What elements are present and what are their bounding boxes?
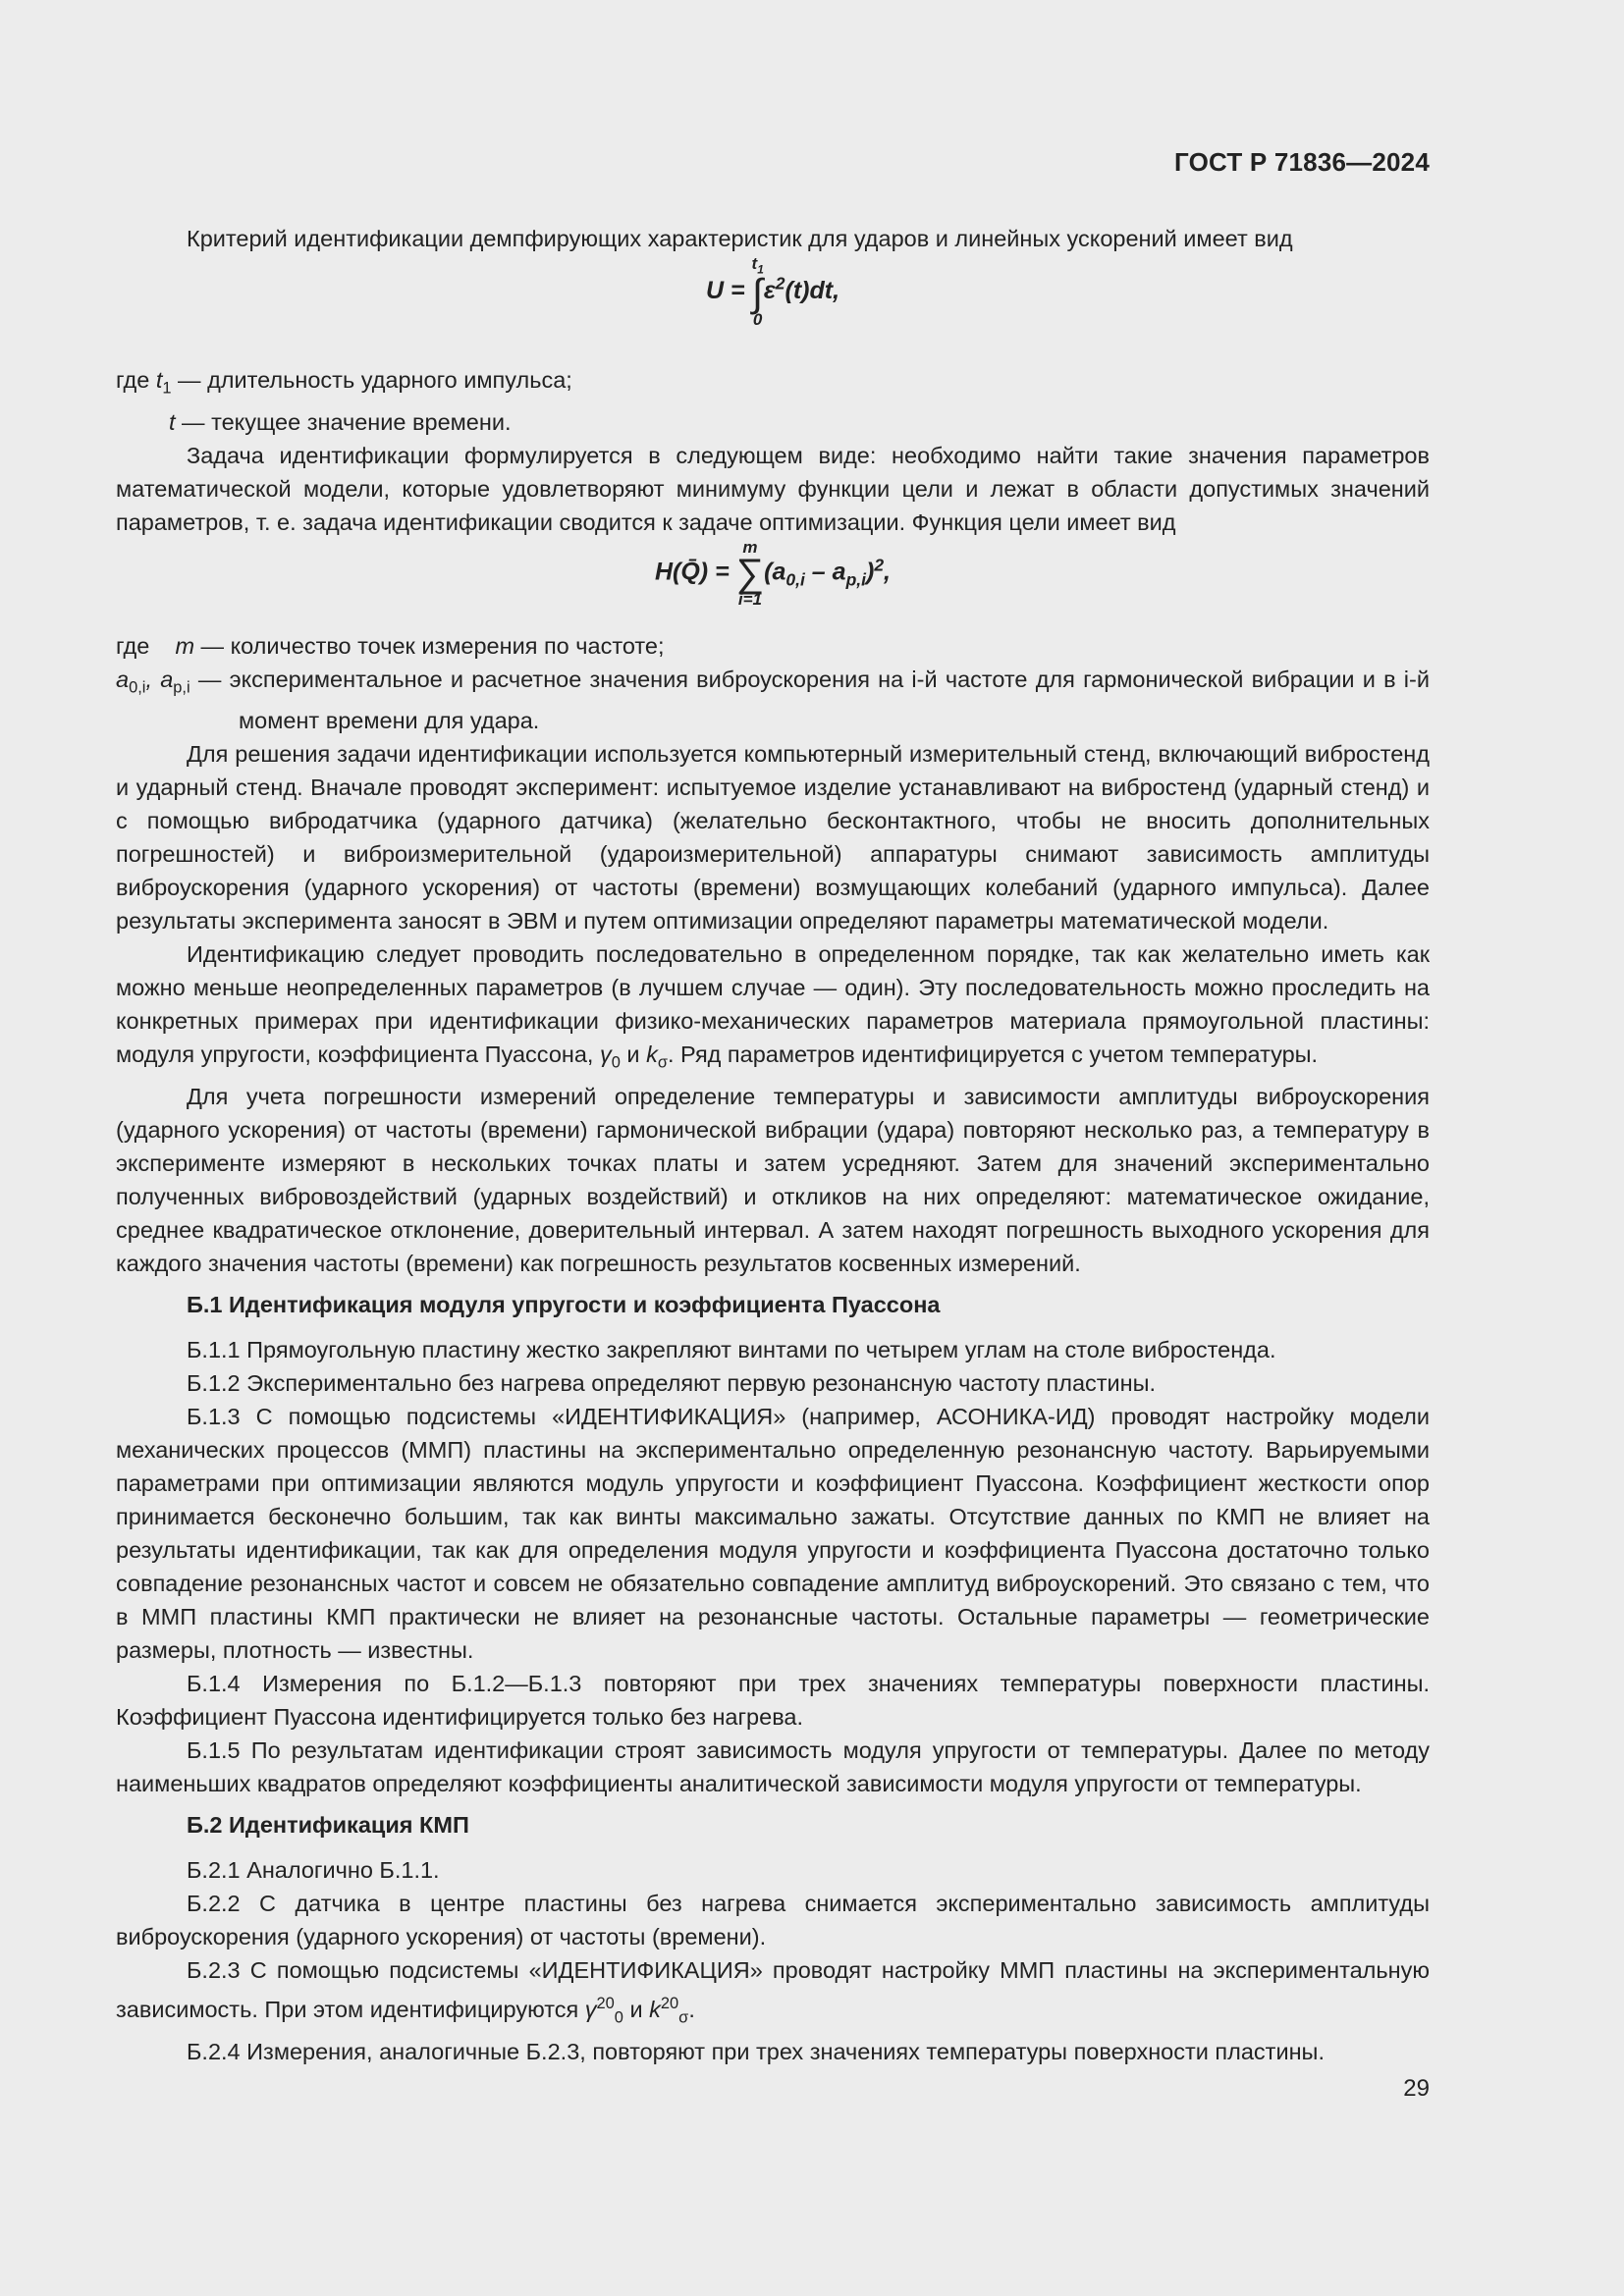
paragraph: Для решения задачи идентификации используется компьютерный измерительный стенд, включающий вибростенд и ударный стенд. Вначале проводят эксперимент: испытуемое изделие устанавливают на вибростенд (ударный стенд) и с помощью вибродатчика (ударного датчика) (желательно бесконтактного, чтобы не вносить дополнительных погрешностей) и виброизмерительной (удароизмерительной) аппаратуры снимают зависимость амплитуды виброускорения (ударного ускорения) от частоты (времени) возмущающих колебаний (ударного импульса). Далее результаты эксперимента заносят в ЭВМ и путем оптимизации определяют параметры математической модели. (116, 741, 1430, 934)
definition: t — текущее значение времени. (169, 408, 512, 435)
clause: Б.2.4 Измерения, аналогичные Б.2.3, повторяют при трех значениях температуры поверхности пластины. (187, 2038, 1325, 2064)
paragraph: Идентификацию следует проводить последовательно в определенном порядке, так как желательно иметь как можно меньше неопределенных параметров (в лучшем случае — один). Эту последовательность можно проследить на конкретных примерах при идентификации физико-механических параметров материала прямоугольной пластины: модуля упругости, коэффициента Пуассона, $\gamma_0$ и $k_\sigma$. Ряд параметров идентифицируется с учетом температуры. (116, 941, 1430, 1073)
clause: Б.2.1 Аналогично Б.1.1. (187, 1857, 440, 1884)
definition: где m — количество точек измерения по частоте; (116, 632, 665, 659)
paragraph: Задача идентификации формулируется в следующем виде: необходимо найти такие значения параметров математической модели, которые удовлетворяют минимуму функции цели и лежат в области допустимых значений параметров, т. е. задача идентификации сводится к задаче оптимизации. Функция цели имеет вид (116, 442, 1430, 535)
formula-integral: U = $t_1$ ∫ 0 $\varepsilon^2(t)dt$, (705, 254, 840, 330)
paragraph: Для учета погрешности измерений определение температуры и зависимости амплитуды виброускорения (ударного ускорения) от частоты (времени) гармонической вибрации (удара) повторяют несколько раз, а температуру в эксперименте измеряют в нескольких точках платы и затем усредняют. Затем для значений экспериментально полученных вибровоздействий (ударных воздействий) и откликов на них определяют: математическое ожидание, среднее квадратическое отклонение, доверительный интервал. А затем находят погрешность выходного ускорения для каждого значения частоты (времени) как погрешность результатов косвенных измерений. (116, 1084, 1430, 1277)
definition: $a_{0,i}$, $a_{p,i}$ — экспериментальное и расчетное значения виброускорения на i-й частоте для гармонической вибрации и в i-й момент времени для удара. (116, 666, 1430, 734)
page-content (116, 222, 1430, 2068)
integral-sign: $t_1$ ∫ 0 (751, 254, 764, 330)
clause: Б.1.3 С помощью подсистемы «ИДЕНТИФИКАЦИЯ» (например, АСОНИКА-ИД) проводят настройку модели механических процессов (ММП) пластины на экспериментально определенную резонансную частоту. Варьируемыми параметрами при оптимизации являются модуль упругости и коэффициент Пуассона. Коэффициент жесткости опор принимается бесконечно большим, так как винты максимально зажаты. Отсутствие данных по КМП не влияет на результаты идентификации, так как для определения модуля упругости и коэффициента Пуассона достаточно только совпадение резонансных частот и совсем не обязательно совпадение амплитуд виброускорений. Это связано с тем, что в ММП пластины КМП практически не влияет на резонансные частоты. Остальные параметры — геометрические размеры, плотность — известны. (116, 1404, 1430, 1664)
page-number: 29 (1403, 2075, 1430, 2102)
clause: Б.1.1 Прямоугольную пластину жестко закрепляют винтами по четырем углам на столе вибростенда. (187, 1337, 1276, 1363)
section-heading: Б.1 Идентификация модуля упругости и коэффициента Пуассона (187, 1292, 941, 1318)
definition: где $t_1$ — длительность ударного импульса; (116, 367, 572, 398)
sum-sign: m ∑ i=1 (735, 537, 765, 609)
clause: Б.2.2 С датчика в центре пластины без нагрева снимается экспериментально зависимость амплитуды виброускорения (ударного ускорения) от частоты (времени). (116, 1891, 1430, 1950)
formula-sum: H(Q̄) = m ∑ i=1 $(a_{0,i} - a_{p,i})^2$, (654, 537, 891, 609)
paragraph: Критерий идентификации демпфирующих характеристик для ударов и линейных ускорений имеет вид (187, 226, 1293, 251)
clause: Б.1.4 Измерения по Б.1.2—Б.1.3 повторяют при трех значениях температуры поверхности пластины. Коэффициент Пуассона идентифицируется только без нагрева. (116, 1671, 1430, 1731)
clause: Б.1.5 По результатам идентификации строят зависимость модуля упругости от температуры. Далее по методу наименьших квадратов определяют коэффициенты аналитической зависимости модуля упругости от температуры. (116, 1737, 1430, 1797)
clause: Б.2.3 С помощью подсистемы «ИДЕНТИФИКАЦИЯ» проводят настройку ММП пластины на экспериментальную зависимость. При этом идентифицируются $\gamma^{20}_0$ и $k^{20}_\sigma$. (116, 1957, 1430, 2027)
clause: Б.1.2 Экспериментально без нагрева определяют первую резонансную частоту пластины. (187, 1370, 1157, 1397)
section-heading: Б.2 Идентификация КМП (187, 1812, 469, 1839)
document-id: ГОСТ Р 71836—2024 (1174, 147, 1430, 177)
